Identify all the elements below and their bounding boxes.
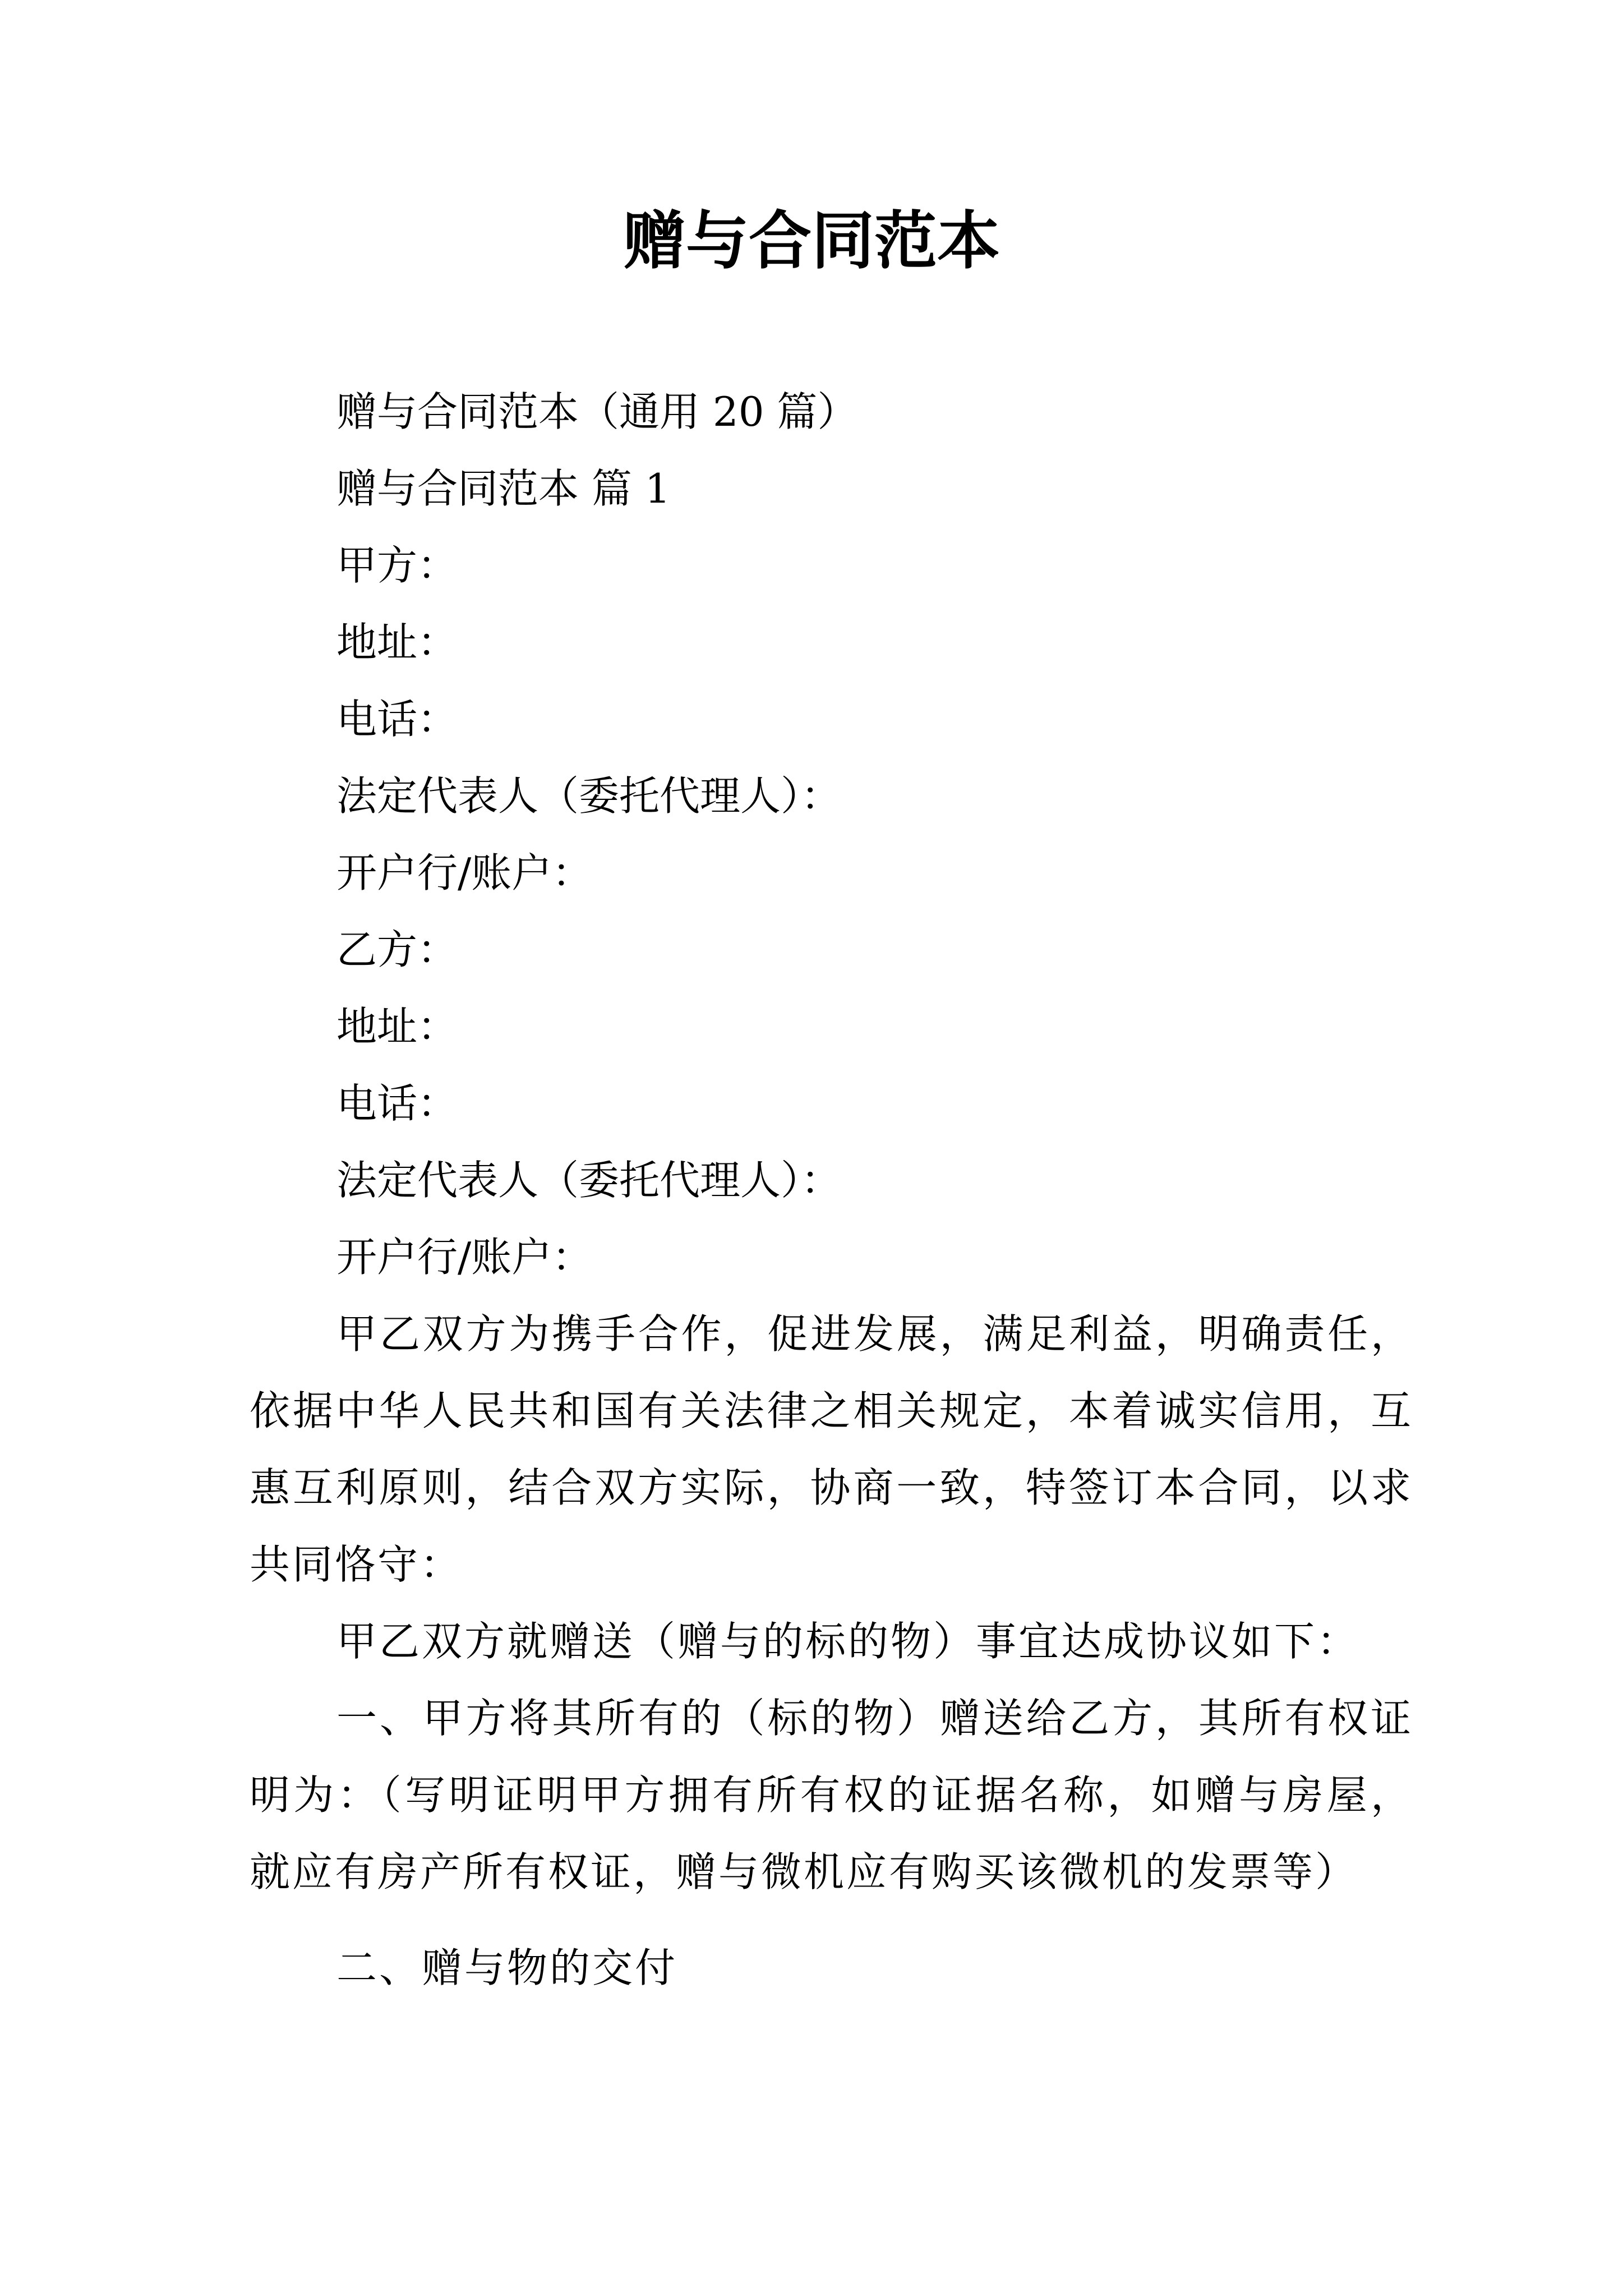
- party-a-representative-label: 法定代表人（委托代理人）：: [336, 772, 842, 820]
- clause-two-heading: 二、赠与物的交付: [336, 1944, 678, 1991]
- party-a-address-label: 地址：: [336, 619, 458, 666]
- agreement-intro-paragraph: 甲乙双方就赠送（赠与的标的物）事宜达成协议如下：: [336, 1618, 1360, 1665]
- preamble-paragraph: 甲乙双方为携手合作，促进发展，满足利益，明确责任，依据中华人民共和国有关法律之相关规定，本着诚实信用，互惠互利原则，结合双方实际，协商一致，特签订本合同，以求共同恪守：: [250, 1310, 1413, 1588]
- party-b-label: 乙方：: [336, 926, 458, 973]
- party-b-representative-label: 法定代表人（委托代理人）：: [336, 1157, 842, 1204]
- party-b-phone-label: 电话：: [336, 1080, 458, 1127]
- party-a-bank-account-label: 开户行/账户：: [336, 849, 593, 896]
- document-body: [250, 374, 1413, 2007]
- party-a-label: 甲方：: [336, 542, 458, 589]
- party-b-bank-account-label: 开户行/账户：: [336, 1234, 593, 1281]
- section-heading: 赠与合同范本 篇 1: [336, 465, 671, 512]
- clause-one-paragraph: 一、甲方将其所有的（标的物）赠送给乙方，其所有权证明为：（写明证明甲方拥有所有权的证据名称，如赠与房屋，就应有房产所有权证，赠与微机应有购买该微机的发票等）: [250, 1695, 1413, 1895]
- party-b-address-label: 地址：: [336, 1003, 458, 1050]
- party-a-phone-label: 电话：: [336, 696, 458, 743]
- subtitle-line: 赠与合同范本（通用 20 篇）: [336, 388, 858, 435]
- document-title: 赠与合同范本: [623, 205, 1000, 278]
